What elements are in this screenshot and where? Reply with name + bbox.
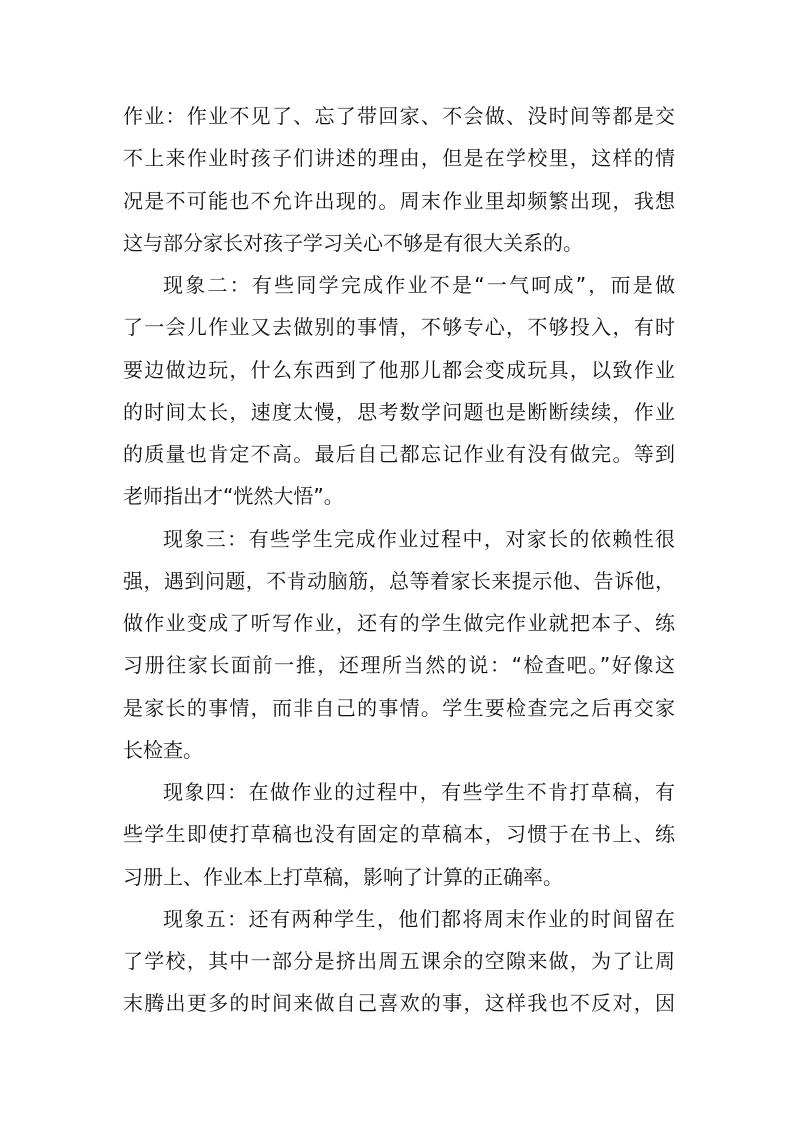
paragraph-start-line: 现象三：有些学生完成作业过程中，对家长的依赖性很: [163, 526, 675, 551]
text-line: 况是不可能也不允许出现的。周末作业里却频繁出现，我想: [123, 188, 675, 213]
text-line: 习册上、作业本上打草稿，影响了计算的正确率。: [123, 864, 563, 889]
text-line: 老师指出才“恍然大悟”。: [123, 484, 344, 509]
text-line: 这与部分家长对孩子学习关心不够是有很大关系的。: [123, 230, 583, 255]
paragraph-start-line: 现象二：有些同学完成作业不是“一气呵成”，而是做: [163, 273, 675, 297]
text-line: 习册往家长面前一推，还理所当然的说：“检查吧。”好像这: [123, 653, 675, 678]
text-line: 要边做边玩，什么东西到了他那儿都会变成玩具，以致作业: [123, 357, 675, 382]
text-line: 些学生即使打草稿也没有固定的草稿本，习惯于在书上、练: [123, 822, 675, 847]
text-line: 末腾出更多的时间来做自己喜欢的事，这样我也不反对，因: [123, 991, 675, 1016]
text-line: 不上来作业时孩子们讲述的理由，但是在学校里，这样的情: [123, 146, 675, 171]
text-line: 长检查。: [123, 737, 203, 762]
text-line: 是家长的事情，而非自己的事情。学生要检查完之后再交家: [123, 695, 675, 720]
text-line: 强，遇到问题，不肯动脑筋，总等着家长来提示他、告诉他，: [123, 568, 675, 593]
text-line: 了学校，其中一部分是挤出周五课余的空隙来做，为了让周: [123, 949, 675, 973]
text-line: 的质量也肯定不高。最后自己都忘记作业有没有做完。等到: [123, 442, 675, 466]
body-text: [123, 99, 675, 1029]
paragraph-start-line: 现象四：在做作业的过程中，有些学生不肯打草稿，有: [163, 780, 675, 804]
text-line: 的时间太长，速度太慢，思考数学问题也是断断续续，作业: [123, 399, 675, 424]
text-line: 作业：作业不见了、忘了带回家、不会做、没时间等都是交: [123, 104, 675, 128]
paragraph-start-line: 现象五：还有两种学生，他们都将周末作业的时间留在: [163, 906, 675, 931]
text-line: 了一会儿作业又去做别的事情，不够专心，不够投入，有时: [123, 315, 675, 340]
text-line: 做作业变成了听写作业，还有的学生做完作业就把本子、练: [123, 611, 675, 635]
